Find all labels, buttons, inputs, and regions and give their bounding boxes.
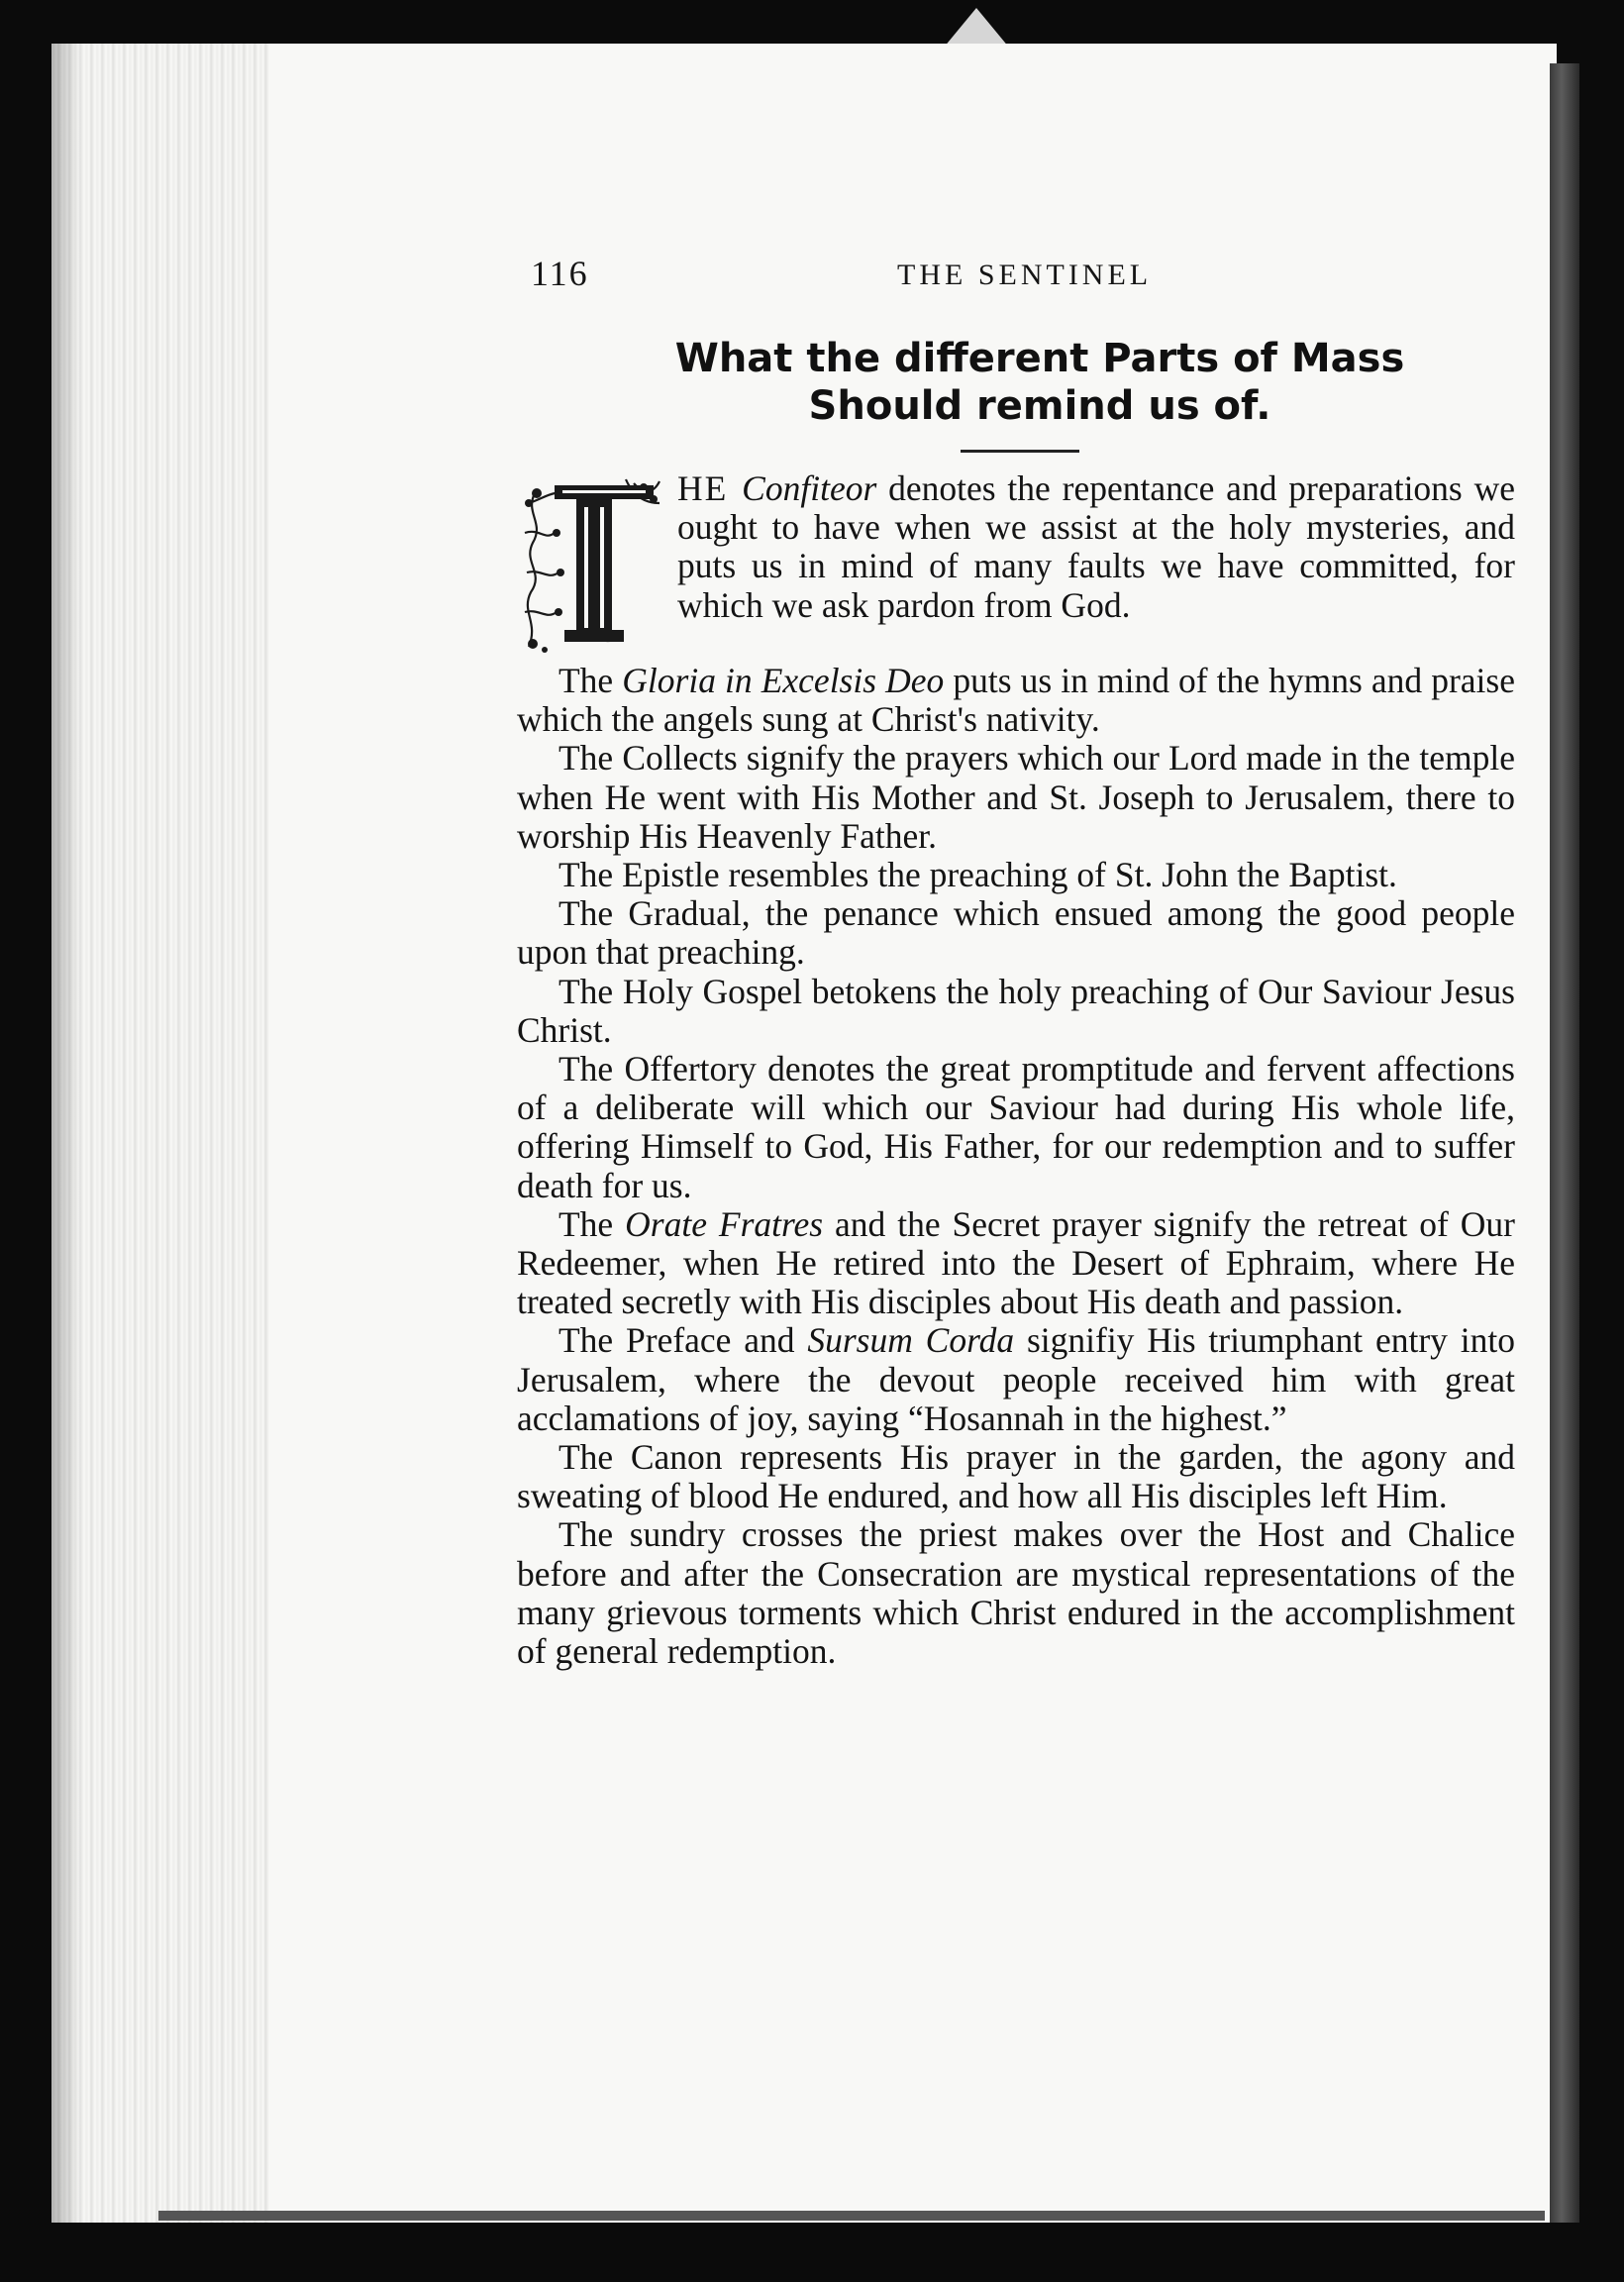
- article-title-line-1: What the different Parts of Mass: [674, 336, 1405, 381]
- paragraph-collects: The Collects signify the prayers which our Lord made in the temple when He went with His Mother and St. Joseph to Jerusalem, there to worship His Heavenly Father.: [517, 738, 1515, 856]
- paragraph-lead: The: [558, 661, 623, 700]
- article-title-line-2: Should remind us of.: [808, 383, 1271, 429]
- page-bottom-edge: [158, 2211, 1545, 2221]
- paragraph-offertory: The Offertory denotes the great promptitude and fervent affections of a deliberate will which our Saviour had during His whole life, offering Himself to God, His Father, for our redemption and to suffer death for us.: [517, 1049, 1515, 1205]
- page-edge-shadow: [51, 44, 81, 2223]
- italic-term-sursum-corda: Sursum Corda: [807, 1320, 1015, 1361]
- paragraph-confiteor: [517, 469, 1515, 625]
- ornamental-dropcap: [515, 473, 663, 662]
- paragraph-text: and the Secret prayer signify the retreat of Our Redeemer, when He retired into the Desert of Ephraim, where He treated secretly with His disciples about His death and passion.: [517, 1203, 1515, 1322]
- title-divider: [961, 450, 1079, 453]
- article-body: [517, 469, 1515, 1671]
- paragraph-orate-fratres: [517, 1205, 1515, 1322]
- paragraph-epistle: The Epistle resembles the preaching of St. John the Baptist.: [558, 855, 1397, 895]
- paragraph-gloria: [517, 662, 1515, 739]
- dropcap-continuation: HE: [677, 468, 743, 508]
- paragraph-canon: The Canon represents His prayer in the garden, the agony and sweating of blood He endured, and how all His disciples left Him.: [517, 1437, 1515, 1516]
- page-edge-texture: [51, 44, 269, 2223]
- paragraph-crosses: The sundry crosses the priest makes over the Host and Chalice before and after the Consecration are mystical representations of the many grievous torments which Christ endured in the accomplishment of general redemption.: [517, 1514, 1515, 1672]
- paragraph-lead: The Preface and: [558, 1320, 808, 1361]
- paragraph-gradual: The Gradual, the penance which ensued among the good people upon that preaching.: [517, 893, 1515, 973]
- paragraph-preface: [517, 1321, 1515, 1438]
- book-spine: [1550, 63, 1579, 2223]
- dropcap-ornament-icon: [515, 473, 663, 662]
- running-title: THE SENTINEL: [897, 259, 1153, 291]
- article-title: [594, 335, 1485, 430]
- paragraph-text: puts us in mind of the hymns and praise which the angels sung at Christ's nativity.: [517, 661, 1515, 740]
- italic-term-orate-fratres: Orate Fratres: [625, 1203, 824, 1244]
- paragraph-lead: The: [558, 1203, 626, 1244]
- italic-term-gloria: Gloria in Excelsis Deo: [622, 661, 945, 700]
- italic-term-confiteor: Confiteor: [742, 468, 877, 508]
- paragraph-text: denotes the repentance and preparations we ought to have when we assist at the holy mysteries, and puts us in mind of many faults we have committed, for which we ask pardon from God.: [677, 468, 1515, 625]
- page-number: 116: [531, 254, 589, 293]
- running-head: [531, 253, 1511, 292]
- paragraph-text: signifiy His triumphant entry into Jerusalem, where the devout people received him with great acclamations of joy, saying “Hosannah in the highest.”: [517, 1320, 1515, 1438]
- paragraph-gospel: The Holy Gospel betokens the holy preaching of Our Saviour Jesus Christ.: [517, 971, 1515, 1050]
